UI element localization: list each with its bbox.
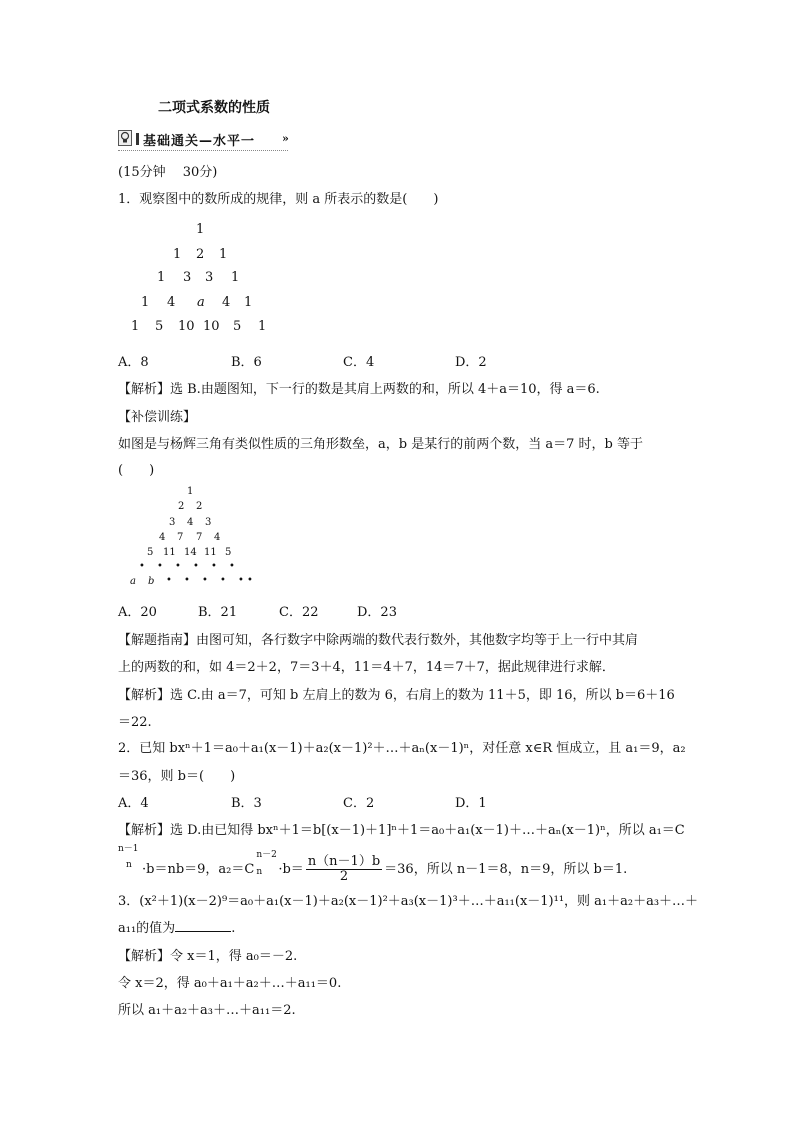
- supplement-option-b: B．21: [198, 605, 238, 620]
- tri-cell: 2: [196, 247, 205, 262]
- tri-cell: 11: [163, 547, 176, 558]
- q3-analysis: 【解析】令 x＝1，得 a₀＝－2.: [118, 949, 298, 964]
- dot-icon: •: [220, 575, 226, 586]
- q2-analysis-cont: [142, 850, 628, 884]
- supplement-stem: 如图是与杨辉三角有类似性质的三角形数垒，a，b 是某行的前两个数，当 a＝7 时，b 等于: [118, 437, 643, 452]
- tri-cell: 3: [205, 517, 212, 528]
- combination-c2: [254, 850, 278, 877]
- tri-cell: 4: [167, 295, 176, 310]
- dot-icon: •: [238, 575, 244, 586]
- supplement-analysis: 【解析】选 C.由 a＝7，可知 b 左肩上的数为 6，右肩上的数为 11＋5，即 16，所以 b＝6＋16: [118, 688, 675, 703]
- supplement-option-d: D．23: [357, 605, 397, 620]
- q1-option-c: C．4: [343, 355, 375, 370]
- tri-cell: 7: [177, 532, 184, 543]
- combination-sub: n: [126, 860, 132, 870]
- supplement-guide: 【解题指南】由图可知，各行数字中除两端的数代表行数外，其他数字均等于上一行中其肩: [118, 633, 639, 648]
- section-divider: [118, 150, 288, 151]
- dot-icon: •: [202, 575, 208, 586]
- tri-cell: 5: [233, 319, 242, 334]
- tri-cell: 10: [178, 319, 195, 334]
- dot-icon: •: [175, 561, 181, 572]
- q1-option-b: B．6: [231, 355, 262, 370]
- tri-cell: 4: [187, 517, 194, 528]
- q3-stem-end: .: [231, 921, 236, 936]
- dot-icon: •: [184, 575, 190, 586]
- chevron-right-icon: »: [282, 132, 289, 145]
- dot-icon: •: [139, 561, 145, 572]
- tri-cell: 7: [196, 532, 203, 543]
- tri-cell: 1: [196, 222, 205, 237]
- fraction-denominator: 2: [339, 869, 349, 884]
- q2-analysis-text: ·b＝nb＝9，a₂＝C: [142, 862, 255, 877]
- tri-cell: 4: [159, 532, 166, 543]
- q2-option-c: C．2: [343, 796, 375, 811]
- answer-blank[interactable]: [175, 919, 231, 932]
- supplement-heading: 【补偿训练】: [118, 410, 197, 425]
- tri-cell: 1: [141, 295, 150, 310]
- q2-stem-cont: ＝36，则 b＝( ): [118, 769, 236, 784]
- tri-cell: 10: [203, 319, 220, 334]
- time-score: (15分钟 30分): [118, 165, 218, 180]
- tri-cell: 1: [173, 247, 182, 262]
- combination-sup: n－2: [256, 850, 277, 860]
- q1-option-a: A．8: [118, 355, 149, 370]
- tri-cell: 1: [187, 486, 194, 497]
- q2-option-a: A．4: [118, 796, 149, 811]
- q2-analysis-mid: ·b＝: [278, 862, 304, 877]
- tri-cell: 14: [184, 547, 197, 558]
- q3-stem-cont: [118, 917, 235, 936]
- supplement-analysis-cont: ＝22.: [118, 715, 152, 730]
- tri-cell: 5: [225, 547, 232, 558]
- tri-cell: 1: [231, 270, 240, 285]
- lightbulb-icon: [118, 130, 132, 146]
- supplement-option-a: A．20: [118, 605, 157, 620]
- q2-analysis: 【解析】选 D.由已知得 bxⁿ＋1＝b[(x－1)＋1]ⁿ＋1＝a₀＋a₁(x－1)＋…＋aₙ(x－1)ⁿ，所以 a₁＝C: [118, 823, 685, 838]
- q3-stem: 3．(x²＋1)(x－2)⁹＝a₀＋a₁(x－1)＋a₂(x－1)²＋a₃(x－1)³＋…＋a₁₁(x－1)¹¹，则 a₁＋a₂＋a₃＋…＋: [118, 894, 699, 909]
- combination-sup: n－1: [118, 844, 139, 854]
- page-title: 二项式系数的性质: [158, 100, 270, 116]
- tri-cell: 3: [183, 270, 192, 285]
- combination-sub: n: [256, 867, 263, 877]
- q3-analysis-step: 令 x＝2，得 a₀＋a₁＋a₂＋…＋a₁₁＝0.: [118, 976, 342, 991]
- tri-cell: 1: [258, 319, 267, 334]
- tri-label-b: b: [148, 576, 155, 587]
- tri-cell: 3: [205, 270, 214, 285]
- supplement-option-c: C．22: [279, 605, 319, 620]
- tri-cell: 1: [131, 319, 140, 334]
- tri-cell: 1: [157, 270, 166, 285]
- q1-option-d: D．2: [455, 355, 487, 370]
- fraction-numerator: n（n－1）b: [307, 854, 381, 869]
- tri-cell: 4: [214, 532, 221, 543]
- fraction: [306, 855, 382, 884]
- supplement-guide-cont: 上的两数的和，如 4＝2＋2，7＝3＋4，11＝4＋7，14＝7＋7，据此规律进行求解．: [118, 660, 615, 675]
- tri-cell: 2: [196, 501, 203, 512]
- tri-cell: 1: [219, 247, 228, 262]
- tri-label-a: a: [130, 576, 136, 587]
- q2-stem: 2．已知 bxⁿ＋1＝a₀＋a₁(x－1)＋a₂(x－1)²＋…＋aₙ(x－1)ⁿ，对任意 x∈R 恒成立，且 a₁＝9，a₂: [118, 741, 686, 756]
- dot-icon: •: [247, 575, 253, 586]
- tri-cell: 4: [222, 295, 231, 310]
- q2-option-d: D．1: [455, 796, 487, 811]
- section-bar: [136, 133, 139, 145]
- dot-icon: •: [166, 575, 172, 586]
- tri-cell: 5: [147, 547, 154, 558]
- q1-stem: 1．观察图中的数所成的规律，则 a 所表示的数是( ): [118, 192, 439, 207]
- tri-cell: 5: [155, 319, 164, 334]
- tri-cell: 1: [244, 295, 253, 310]
- supplement-stem-paren: ( ): [118, 463, 155, 478]
- dot-icon: •: [211, 561, 217, 572]
- dot-icon: •: [229, 561, 235, 572]
- q1-analysis: 【解析】选 B.由题图知，下一行的数是其肩上两数的和，所以 4＋a＝10，得 a＝6.: [118, 382, 600, 397]
- dot-icon: •: [157, 561, 163, 572]
- section-label: 基础通关—水平一: [143, 134, 256, 149]
- q2-option-b: B．3: [231, 796, 262, 811]
- tri-cell: 11: [204, 547, 217, 558]
- dot-icon: •: [193, 561, 199, 572]
- tri-cell-a: a: [197, 295, 205, 310]
- q3-stem-text: a₁₁的值为: [118, 921, 176, 936]
- q2-analysis-end: ＝36，所以 n－1＝8，n＝9，所以 b＝1.: [384, 862, 628, 877]
- tri-cell: 3: [169, 517, 176, 528]
- tri-cell: 2: [178, 501, 185, 512]
- q3-analysis-result: 所以 a₁＋a₂＋a₃＋…＋a₁₁＝2.: [118, 1003, 296, 1018]
